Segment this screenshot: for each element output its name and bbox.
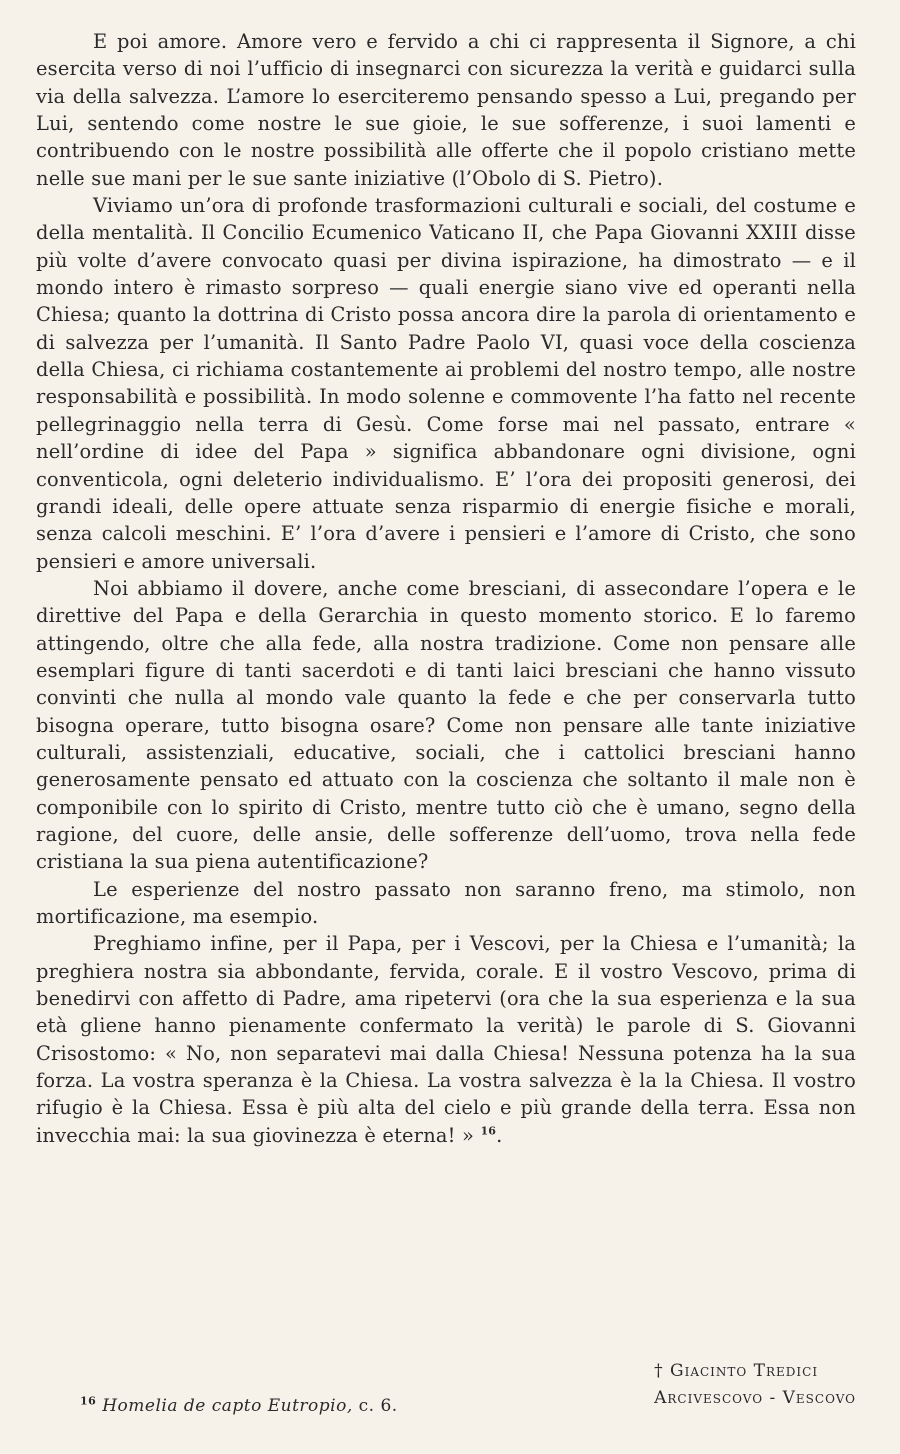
closing-period: . xyxy=(496,1123,503,1147)
signature-title: Arcivescovo - Vescovo xyxy=(654,1388,856,1408)
paragraph-5 xyxy=(36,930,856,1149)
footnote-marker: 16 xyxy=(480,1124,497,1138)
signature-name: † Giacinto Tredici xyxy=(654,1361,819,1381)
page-bottom xyxy=(36,1348,856,1428)
body-text xyxy=(36,28,856,1149)
paragraph-2: Viviamo un’ora di profonde trasformazioni culturali e sociali, del costume e della mentalità. Il Concilio Ecumenico Vaticano II, che Papa Giovanni XXIII disse più volte d’avere convocato quasi per divina ispirazione, ha dimostrato — e il mondo intero è rimasto sorpreso — quali energie siano vive ed operanti nella Chiesa; quanto la dottrina di Cristo possa ancora dire la parola di orientamento e di salvezza per l’umanità. Il Santo Padre Paolo VI, quasi voce della coscienza della Chiesa, ci richiama costantemente ai problemi del nostro tempo, alle nostre responsabilità e possibilità. In modo solenne e commovente l’ha fatto nel recente pellegrinaggio nella terra di Gesù. Come forse mai nel passato, entrare « nell’ordine di idee del Papa » significa abbandonare ogni divisione, ogni conventicola, ogni deleterio individualismo. E’ l’ora dei propositi generosi, dei grandi ideali, delle opere attuate senza risparmio di energie fisiche e morali, senza calcoli meschini. E’ l’ora d’avere i pensieri e l’amore di Cristo, che sono pensieri e amore universali. xyxy=(36,194,856,573)
paragraph-5-text: Preghiamo infine, per il Papa, per i Vescovi, per la Chiesa e l’umanità; la preghiera nostra sia abbondante, fervida, corale. E il vostro Vescovo, prima di benedirvi con affetto di Padre, ama ripetervi (ora che la sua esperienza e la sua età gliene hanno pienamente confermato la verità) le parole di S. Giovanni Crisostomo: « No, non separatevi mai dalla Chiesa! Nessuna potenza ha la sua forza. La vostra speranza è la Chiesa. La vostra salvezza è la la Chiesa. Il vostro rifugio è la Chiesa. Essa è più alta del cielo e più grande della terra. Essa non invecchia mai: la sua giovinezza è eterna! » xyxy=(36,932,856,1147)
document-page xyxy=(36,28,856,1428)
footnote xyxy=(80,1396,398,1416)
footnote-text: Homelia de capto Eutropio, xyxy=(102,1396,353,1416)
footnote-number: 16 xyxy=(80,1394,97,1408)
signature xyxy=(654,1358,856,1412)
paragraph-1: E poi amore. Amore vero e fervido a chi ci rappresenta il Signore, a chi esercita verso di noi l’ufficio di insegnarci con sicurezza la verità e guidarci sulla via della salvezza. L’amore lo eserciteremo pensando spesso a Lui, pregando per Lui, sentendo come nostre le sue gioie, le sue sofferenze, i suoi lamenti e contribuendo con le nostre possibilità alle offerte che il popolo cristiano mette nelle sue mani per le sue sante iniziative (l’Obolo di S. Pietro). xyxy=(36,30,856,190)
paragraph-4: Le esperienze del nostro passato non saranno freno, ma stimolo, non mortificazione, ma esempio. xyxy=(36,877,856,928)
footnote-ref: c. 6. xyxy=(358,1396,398,1416)
paragraph-3: Noi abbiamo il dovere, anche come bresciani, di assecondare l’opera e le direttive del Papa e della Gerarchia in questo momento storico. E lo faremo attingendo, oltre che alla fede, alla nostra tradizione. Come non pensare alle esemplari figure di tanti sacerdoti e di tanti laici bresciani che hanno vissuto convinti che nulla al mondo vale quanto la fede e che per conservarla tutto bisogna operare, tutto bisogna osare? Come non pensare alle tante iniziative culturali, assistenziali, educative, sociali, che i cattolici bresciani hanno generosamente pensato ed attuato con la coscienza che soltanto il male non è componibile con lo spirito di Cristo, mentre tutto ciò che è umano, segno della ragione, del cuore, delle ansie, delle sofferenze dell’uomo, trova nella fede cristiana la sua piena autentificazione? xyxy=(36,576,856,874)
